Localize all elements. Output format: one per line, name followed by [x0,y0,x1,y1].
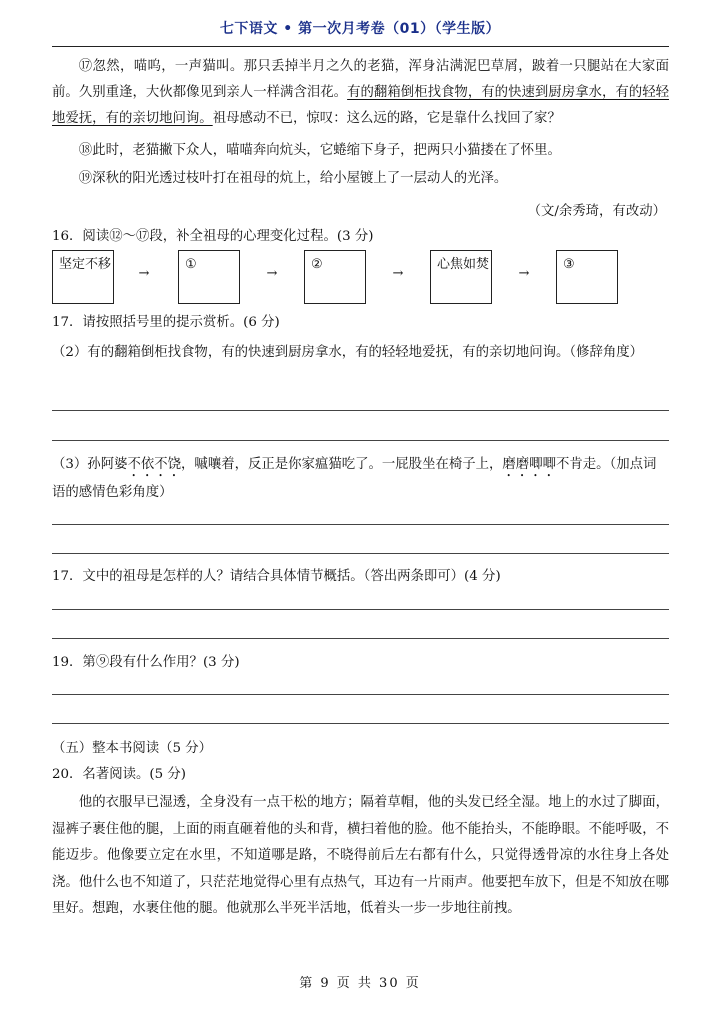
page-header: 七下语文 • 第一次月考卷（01）（学生版） [219,21,501,37]
dotted-word-2: 磨磨唧唧 [502,457,556,472]
flow-box-3[interactable]: ② [304,250,366,304]
answer-line[interactable] [52,723,669,724]
answer-line[interactable] [52,440,669,441]
source-note: （文/余秀琦，有改动） [527,204,666,219]
question-16: 16．阅读⑫～⑰段，补全祖母的心理变化过程。(3 分) [52,229,374,244]
question-20: 20．名著阅读。(5 分) [52,767,186,782]
answer-line[interactable] [52,410,669,411]
paragraph-18: ⑱此时，老猫撇下众人，喵喵奔向炕头，它蜷缩下身子，把两只小猫搂在了怀里。 [78,143,561,158]
answer-line[interactable] [52,553,669,554]
answer-line[interactable] [52,524,669,525]
header-rule [52,46,669,47]
flow-box-1: 坚定不移 [52,250,114,304]
answer-line[interactable] [52,694,669,695]
flow-box-5[interactable]: ③ [556,250,618,304]
answer-line[interactable] [52,609,669,610]
flow-arrow-1: → [138,266,150,281]
flow-box-4: 心焦如焚 [430,250,492,304]
question-17: 17．请按照括号里的提示赏析。(6 分) [52,315,280,330]
question-20-text: 他的衣服早已湿透，全身没有一点干松的地方；隔着草帽，他的头发已经全湿。地上的水过了脚面，湿裤子裹住他的腿，上面的雨直砸着他的头和背，横扫着他的脸。他不能抬头，不能睁眼。不能呼吸，不能迈步。他像要立定在水里，不知道哪是路，不晓得前后左右都有什么，只觉得透骨凉的水往身上各处浇。他什么也不知道了，只茫茫地觉得心里有点热气，耳边有一片雨声。他要把车放下，但是不知放在哪里好。想跑，水裹住他的腿。他就那么半死半活地，低着头一步一步地往前拽。 [52,795,669,917]
flow-box-2[interactable]: ① [178,250,240,304]
p17-text: ⑰忽然，喵呜，一声猫叫。那只丢掉半月之久的老猫，浑身沾满泥巴草屑，跛着一只腿站在大家面前。久别重逢，大伙都像见到亲人一样满含泪花。 [52,59,669,100]
question-18: 17．文中的祖母是怎样的人？请结合具体情节概括。（答出两条即可）(4 分) [52,569,501,584]
p17-underlined: 有的翻箱倒柜找食物，有的快速到厨房拿水，有的轻轻地爱抚，有的亲切地问询。 [52,85,670,126]
paragraph-19: ⑲深秋的阳光透过枝叶打在祖母的炕上，给小屋镀上了一层动人的光泽。 [78,171,508,186]
question-17-2: （2）有的翻箱倒柜找食物，有的快速到厨房拿水，有的轻轻地爱抚，有的亲切地问询。（修辞角度） [52,345,644,360]
question-17-3: （3）孙阿婆不依不饶，嘁嚷着，反正是你家瘟猫吃了。一屁股坐在椅子上，磨磨唧唧不肯走。（加点词语的感情色彩角度） [52,457,657,500]
flow-arrow-2: → [266,266,278,281]
page-footer: 第 9 页 共 30 页 [299,976,421,991]
question-19: 19．第⑨段有什么作用？(3 分) [52,655,240,670]
dotted-word-1: 不依不饶 [127,457,182,472]
p17-text-end: 祖母感动不已，惊叹：这么远的路，它是靠什么找回了家？ [212,111,561,126]
flow-arrow-3: → [392,266,404,281]
paragraph-17 [52,54,669,132]
section-5-title: （五）整本书阅读（5 分） [52,741,213,756]
answer-line[interactable] [52,638,669,639]
flow-arrow-4: → [518,266,530,281]
